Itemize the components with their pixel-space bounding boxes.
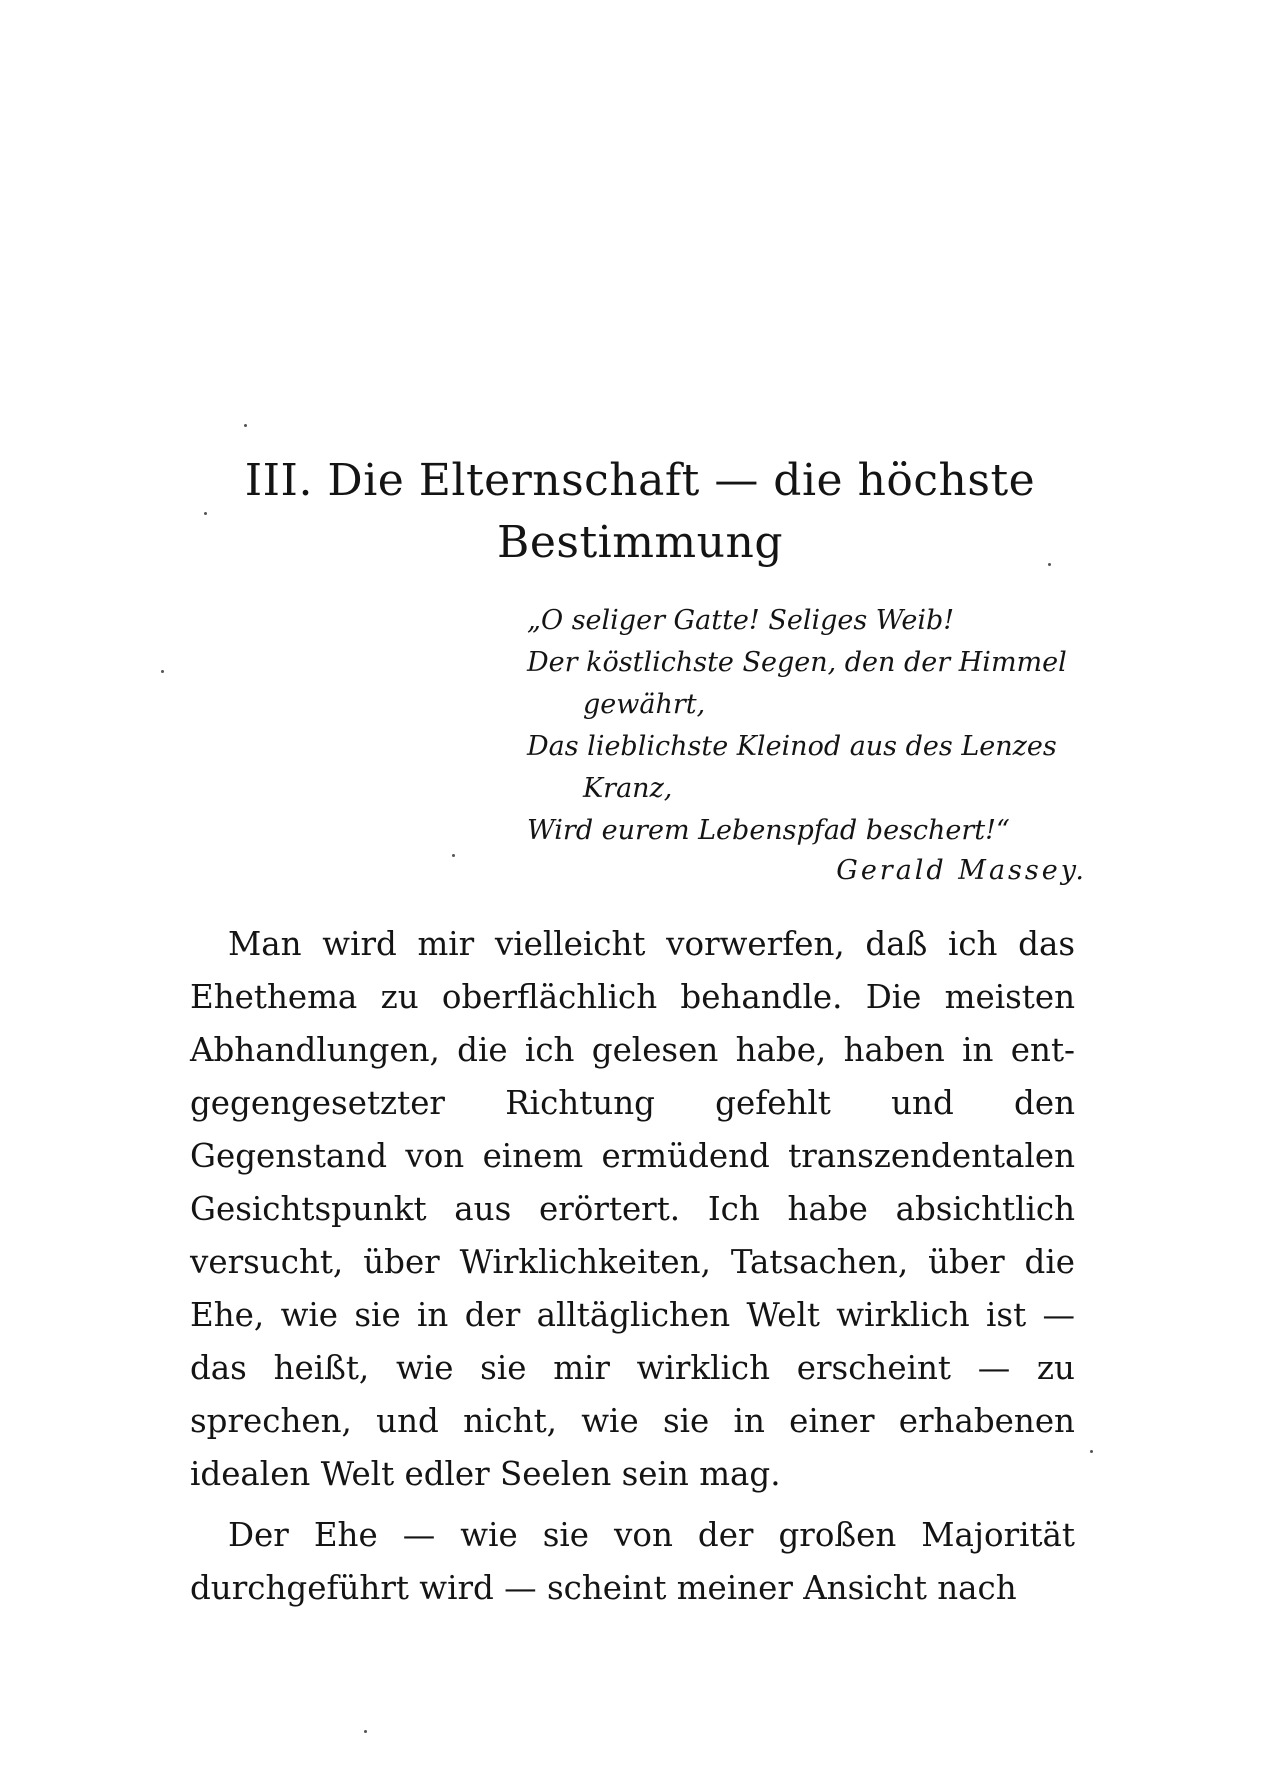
paragraph: Man wird mir vielleicht vorwerfen, daß ich das Ehethema zu oberflächlich behandle. Die meisten Abhandlungen, die ich gelesen habe, haben in entgegengesetzter Richtung gefehlt und den Gegenstand von einem ermüdend transzendentalen Gesichtspunkt aus erörtert. Ich habe absichtlich versucht, über Wirklichkeiten, Tatsachen, über die Ehe, wie sie in der alltäglichen Welt wirklich ist — das heißt, wie sie mir wirklich erscheint — zu sprechen, und nicht, wie sie in einer erhabenen idealen Welt edler Seelen sein mag. (190, 925, 1075, 1493)
scan-speck (204, 512, 207, 515)
epigraph-line: Der köstlichste Segen, den der Himmel (527, 647, 1067, 678)
epigraph-attribution: Gerald Massey. (836, 855, 1087, 886)
chapter-title (200, 450, 1080, 574)
epigraph-line: Wird eurem Lebenspfad beschert!“ (527, 815, 1010, 846)
scan-speck (364, 1730, 367, 1733)
epigraph-line: „O seliger Gatte! Seliges Weib! (527, 605, 955, 636)
epigraph-line: gewährt, (583, 689, 706, 720)
scan-speck (1090, 1450, 1093, 1453)
scan-speck (452, 854, 455, 857)
epigraph-line: Kranz, (583, 773, 673, 804)
epigraph (527, 600, 1087, 892)
body-text (190, 918, 1075, 1615)
scan-speck (1048, 563, 1051, 566)
scan-speck (244, 424, 247, 427)
chapter-title-line-1: III. Die Elternschaft — die höchste (244, 455, 1036, 506)
paragraph: Der Ehe — wie sie von der großen Majorität durchgeführt wird — scheint meiner Ansicht nach (190, 1516, 1075, 1607)
chapter-title-line-2: Bestimmung (497, 517, 783, 568)
scan-speck (161, 670, 164, 673)
epigraph-line: Das lieblichste Kleinod aus des Lenzes (527, 731, 1057, 762)
